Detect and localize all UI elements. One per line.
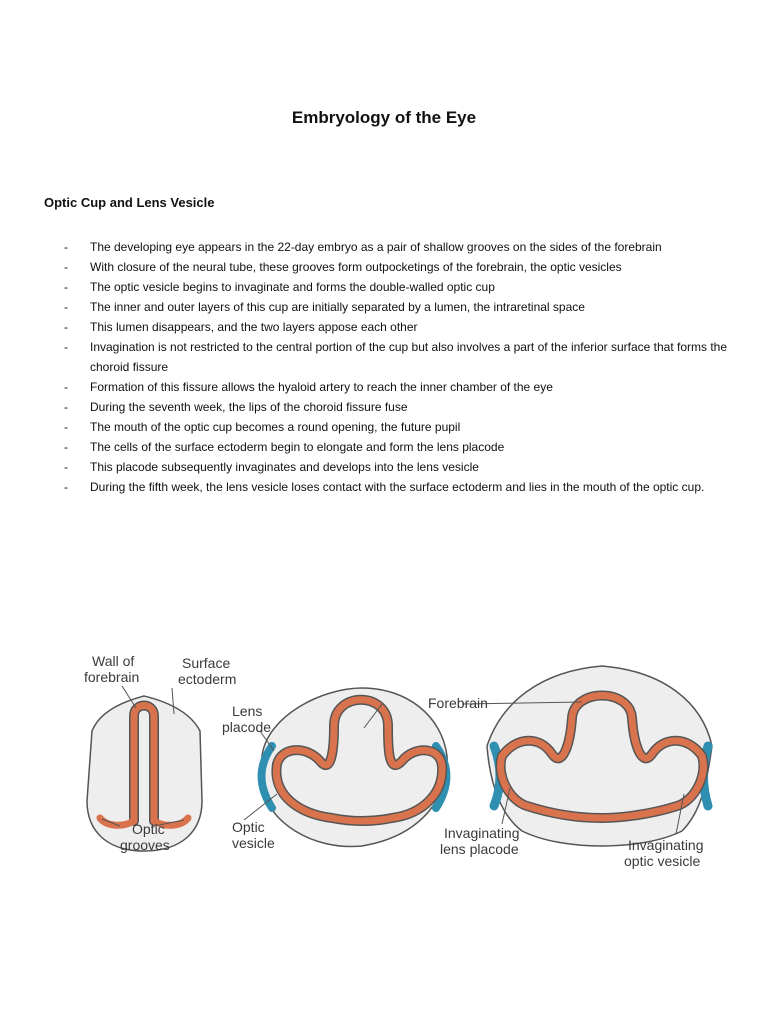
bullet-list [0, 237, 768, 497]
bullet-dash: - [64, 320, 68, 334]
label-optic-vesicle: Optic [232, 819, 265, 835]
bullet-dash: - [64, 340, 68, 354]
bullet-text: Invagination is not restricted to the central portion of the cup but also involves a part of the inferior surface that forms the choroid fissure [90, 340, 728, 374]
list-item [0, 337, 730, 377]
bullet-text: The mouth of the optic cup becomes a round opening, the future pupil [90, 420, 461, 434]
bullet-text: This placode subsequently invaginates and develops into the lens vesicle [90, 460, 479, 474]
list-item [0, 237, 730, 257]
list-item [0, 397, 730, 417]
label-lens-placode: placode [222, 719, 272, 735]
bullet-text: This lumen disappears, and the two layers appose each other [90, 320, 418, 334]
bullet-dash: - [64, 380, 68, 394]
label-wall-of-forebrain: forebrain [84, 669, 140, 685]
label-optic-grooves: Optic [132, 821, 165, 837]
bullet-text: During the fifth week, the lens vesicle loses contact with the surface ectoderm and lies in the mouth of the optic cup. [90, 480, 705, 494]
bullet-dash: - [64, 280, 68, 294]
stage-optic-vesicle [222, 688, 447, 851]
label-optic-grooves: grooves [120, 837, 170, 853]
list-item [0, 417, 730, 437]
list-item [0, 317, 730, 337]
bullet-dash: - [64, 300, 68, 314]
bullet-dash: - [64, 480, 68, 494]
list-item [0, 257, 730, 277]
label-invaginating-lens-placode: Invaginating [444, 825, 520, 841]
label-optic-vesicle: vesicle [232, 835, 275, 851]
list-item [0, 297, 730, 317]
label-lens-placode: Lens [232, 703, 263, 719]
label-wall-of-forebrain: Wall of [92, 653, 135, 669]
bullet-dash: - [64, 420, 68, 434]
label-surface-ectoderm: ectoderm [178, 671, 237, 687]
bullet-text: With closure of the neural tube, these grooves form outpocketings of the forebrain, the optic vesicles [90, 260, 622, 274]
stage-optic-grooves [84, 653, 236, 853]
bullet-dash: - [64, 440, 68, 454]
label-surface-ectoderm: Surface [182, 655, 231, 671]
list-item [0, 457, 730, 477]
eye-development-figure [62, 636, 722, 886]
bullet-dash: - [64, 460, 68, 474]
list-item [0, 277, 730, 297]
label-forebrain: Forebrain [428, 695, 488, 711]
bullet-text: During the seventh week, the lips of the choroid fissure fuse [90, 400, 408, 414]
label-invaginating-optic-vesicle: optic vesicle [624, 853, 701, 869]
page-title: Embryology of the Eye [291, 108, 477, 127]
bullet-text: The inner and outer layers of this cup are initially separated by a lumen, the intraretinal space [90, 300, 585, 314]
bullet-text: Formation of this fissure allows the hyaloid artery to reach the inner chamber of the eye [90, 380, 553, 394]
bullet-text: The cells of the surface ectoderm begin to elongate and form the lens placode [90, 440, 505, 454]
section-heading: Optic Cup and Lens Vesicle [44, 195, 215, 210]
list-item [0, 437, 730, 457]
bullet-text: The optic vesicle begins to invaginate and forms the double-walled optic cup [90, 280, 495, 294]
bullet-dash: - [64, 260, 68, 274]
bullet-dash: - [64, 240, 68, 254]
bullet-dash: - [64, 400, 68, 414]
label-invaginating-lens-placode: lens placode [440, 841, 519, 857]
list-item [0, 477, 730, 497]
list-item [0, 377, 730, 397]
label-invaginating-optic-vesicle: Invaginating [628, 837, 704, 853]
bullet-text: The developing eye appears in the 22-day embryo as a pair of shallow grooves on the sides of the forebrain [90, 240, 662, 254]
